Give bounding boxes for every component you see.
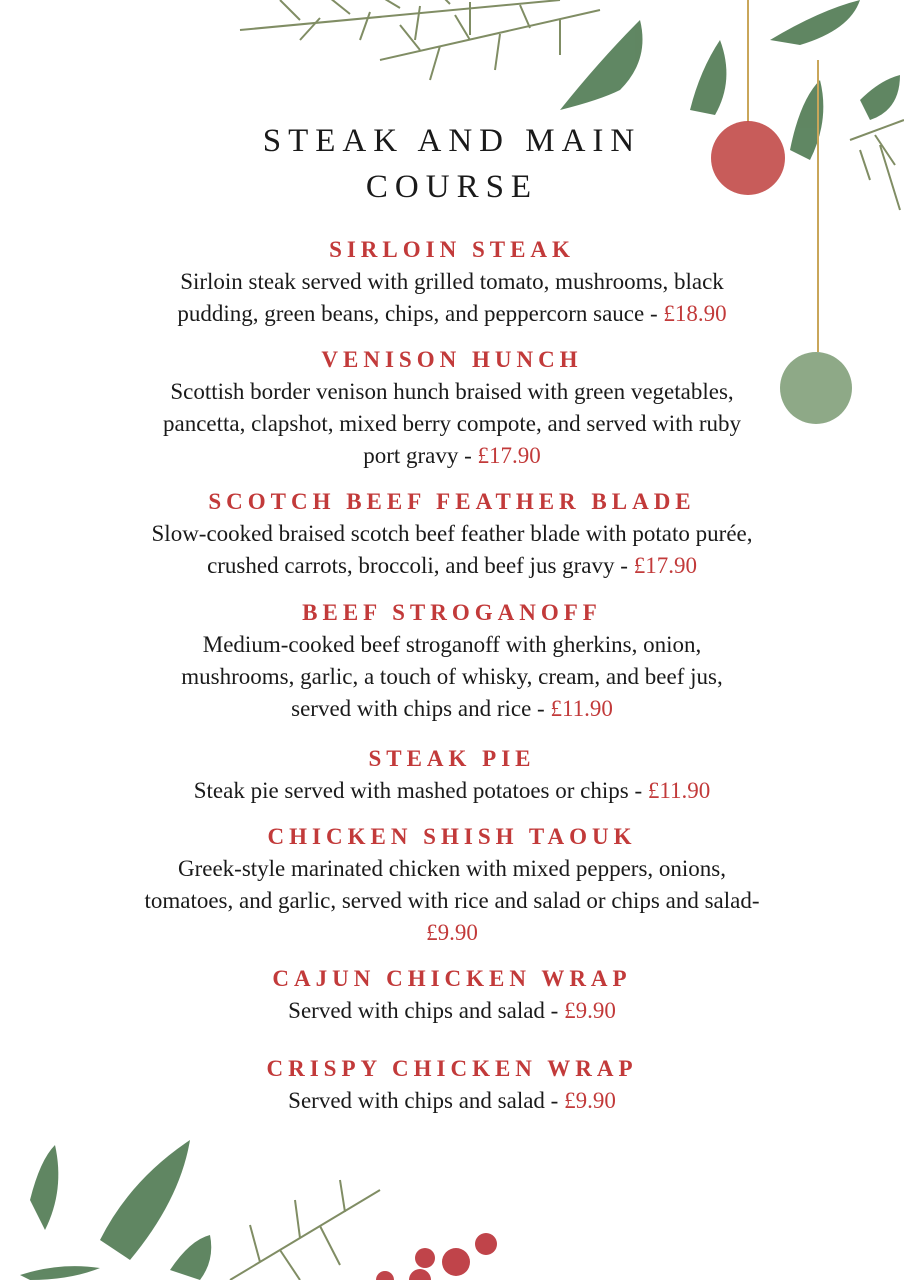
menu-title [0, 118, 904, 210]
menu-title-line2: COURSE [365, 169, 539, 205]
menu-item-description: Sirloin steak served with grilled tomato, mushrooms, black pudding, green beans, chips, and peppercorn sauce - £18.90 [177, 269, 727, 326]
menu-item [0, 599, 904, 725]
menu-item-price: £17.90 [477, 443, 541, 468]
menu-item-price: £11.90 [647, 778, 711, 803]
menu-title-line1: STEAK AND MAIN [262, 123, 642, 159]
menu-item [0, 965, 904, 1027]
menu-item-name: CAJUN CHICKEN WRAP [272, 966, 632, 991]
menu-item-price: £9.90 [426, 920, 478, 945]
menu-item-description: Served with chips and salad - £9.90 [288, 998, 616, 1023]
menu-item [0, 823, 904, 949]
menu-item-description: Greek-style marinated chicken with mixed peppers, onions, tomatoes, and garlic, served with rice and salad or chips and salad- £9.90 [144, 856, 760, 945]
menu-item-price: £11.90 [550, 696, 613, 721]
menu-item-price: £17.90 [633, 553, 697, 578]
menu-item-description: Steak pie served with mashed potatoes or chips - £11.90 [193, 778, 711, 803]
menu-item-name: CRISPY CHICKEN WRAP [266, 1056, 638, 1081]
menu-item-name: STEAK PIE [368, 746, 536, 771]
menu-item-name: SCOTCH BEEF FEATHER BLADE [208, 489, 696, 514]
menu-item-name: VENISON HUNCH [321, 347, 583, 372]
menu-item [0, 488, 904, 582]
menu-item [0, 236, 904, 330]
menu-item [0, 1055, 904, 1117]
menu-item [0, 745, 904, 807]
menu-item-name: BEEF STROGANOFF [302, 600, 602, 625]
menu-item-description: Served with chips and salad - £9.90 [288, 1088, 616, 1113]
pine-branch-bottom-icon [230, 1180, 380, 1280]
menu-item-price: £9.90 [564, 998, 616, 1023]
holly-leaves-bottom-icon [20, 1140, 211, 1280]
menu-item-description: Scottish border venison hunch braised with green vegetables, pancetta, clapshot, mixed berry compote, and served with ruby port gravy - £17.90 [162, 379, 741, 468]
menu-item-price: £18.90 [663, 301, 727, 326]
menu-item-price: £9.90 [564, 1088, 616, 1113]
menu-item-name: CHICKEN SHISH TAOUK [267, 824, 637, 849]
menu-item-description: Slow-cooked braised scotch beef feather blade with potato purée, crushed carrots, broccoli, and beef jus gravy - £17.90 [151, 521, 753, 578]
holly-berries-icon [376, 1233, 497, 1280]
menu-item [0, 346, 904, 472]
menu-item-name: SIRLOIN STEAK [329, 237, 575, 262]
menu-item-description: Medium-cooked beef stroganoff with gherkins, onion, mushrooms, garlic, a touch of whisky, cream, and beef jus, served with chips and rice - £11.90 [181, 632, 723, 721]
